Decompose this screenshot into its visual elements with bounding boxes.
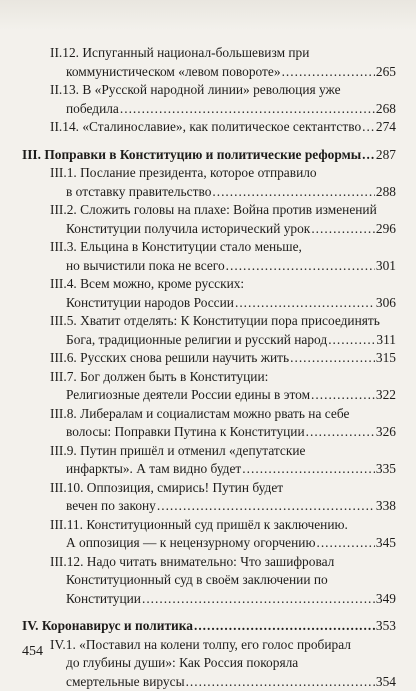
toc-entry-text: Бога, традиционные религии и русский народ — [66, 331, 327, 350]
dot-leader — [290, 349, 375, 368]
toc-entry-text: II.12. Испуганный национал-большевизм при — [50, 45, 309, 60]
toc-entry-text: III.5. Хватит отделять: К Конституции пора присоединять — [50, 313, 380, 328]
toc-page-number: 315 — [376, 349, 396, 368]
toc-entry-text: но вычистили пока не всего — [66, 257, 225, 276]
toc-page-number: 301 — [376, 257, 396, 276]
toc-page-number: 322 — [376, 386, 396, 405]
toc-entry — [22, 349, 396, 368]
toc-page-number: 354 — [376, 673, 396, 691]
toc-entry-text: А оппозиция — к нецензурному огорчению — [66, 534, 315, 553]
toc-entry — [22, 164, 396, 201]
toc-page-number: 311 — [376, 331, 396, 350]
table-of-contents — [22, 44, 396, 691]
page-number: 454 — [22, 644, 43, 660]
toc-page-number: 345 — [376, 534, 396, 553]
toc-page-number: 349 — [376, 590, 396, 609]
dot-leader — [212, 183, 375, 202]
dot-leader — [362, 146, 375, 165]
dot-leader — [328, 331, 375, 350]
toc-entry-text: Религиозные деятели России едины в этом — [66, 386, 310, 405]
show-through-text-area — [0, 0, 416, 30]
dot-leader — [311, 386, 375, 405]
toc-entry-text: в отставку правительство — [66, 183, 211, 202]
toc-entry — [22, 146, 396, 165]
toc-entry — [22, 238, 396, 275]
toc-page-number: 335 — [376, 460, 396, 479]
dot-leader — [306, 423, 375, 442]
toc-entry-text: вечен по закону — [66, 497, 156, 516]
toc-entry-text: IV.1. «Поставил на колени толпу, его голос пробирал — [50, 637, 351, 652]
toc-entry-text: III.11. Конституционный суд пришёл к заключению. — [50, 517, 348, 532]
dot-leader — [186, 673, 375, 691]
toc-entry-text: III.4. Всем можно, кроме русских: — [50, 276, 244, 291]
toc-entry — [22, 442, 396, 479]
toc-entry-text: III.2. Сложить головы на плахе: Война против изменений — [50, 202, 377, 217]
toc-entry-text: III.3. Ельцина в Конституции стало меньше, — [50, 239, 302, 254]
toc-entry-text: II.14. «Сталинославие», как политическое сектантство — [50, 118, 361, 137]
toc-entry — [22, 617, 396, 636]
toc-page-number: 296 — [376, 220, 396, 239]
toc-entry-text: II.13. В «Русской народной линии» революция уже — [50, 82, 341, 97]
dot-leader — [362, 118, 375, 137]
toc-page-number: 326 — [376, 423, 396, 442]
toc-page-number: 306 — [376, 294, 396, 313]
dot-leader — [194, 617, 375, 636]
toc-page-number: 268 — [376, 100, 396, 119]
toc-entry-text: III.1. Послание президента, которое отправило — [50, 165, 317, 180]
dot-leader — [311, 220, 375, 239]
toc-entry-text: Конституции народов России — [66, 294, 234, 313]
toc-entry-text: III.8. Либералам и социалистам можно рвать на себе — [50, 406, 349, 421]
dot-leader — [316, 534, 374, 553]
toc-page-number: 288 — [376, 183, 396, 202]
toc-entry — [22, 405, 396, 442]
dot-leader — [242, 460, 375, 479]
toc-entry — [22, 516, 396, 553]
toc-page-number: 287 — [376, 146, 396, 165]
dot-leader — [157, 497, 375, 516]
toc-entry — [22, 368, 396, 405]
dot-leader — [226, 257, 375, 276]
toc-page-number: 338 — [376, 497, 396, 516]
dot-leader — [282, 63, 375, 82]
dot-leader — [235, 294, 375, 313]
toc-page-number: 265 — [376, 63, 396, 82]
toc-entry-text: Конституции получила исторический урок — [66, 220, 310, 239]
toc-entry-text: III.12. Надо читать внимательно: Что зашифровал — [50, 554, 334, 569]
toc-page-number: 353 — [376, 617, 396, 636]
toc-entry — [22, 312, 396, 349]
toc-entry — [22, 275, 396, 312]
toc-entry-text: до глубины души»: Как Россия покоряла — [66, 655, 298, 670]
toc-entry — [22, 44, 396, 81]
toc-entry-text: IV. Коронавирус и политика — [22, 617, 193, 636]
toc-entry — [22, 201, 396, 238]
toc-entry — [22, 636, 396, 691]
toc-entry-text: III.7. Бог должен быть в Конституции: — [50, 369, 268, 384]
toc-entry-text: коммунистическом «левом повороте» — [66, 63, 281, 82]
toc-entry-text: Конституционный суд в своём заключении по — [66, 572, 328, 587]
toc-entry — [22, 81, 396, 118]
toc-entry-text: Конституции — [66, 590, 141, 609]
toc-entry-text: III. Поправки в Конституцию и политические реформы — [22, 146, 361, 165]
dot-leader — [120, 100, 375, 119]
toc-entry-text: III.6. Русских снова решили научить жить — [50, 349, 289, 368]
toc-entry-text: III.9. Путин пришёл и отменил «депутатские — [50, 443, 306, 458]
toc-entry-text: волосы: Поправки Путина к Конституции — [66, 423, 305, 442]
toc-entry — [22, 118, 396, 137]
toc-entry — [22, 479, 396, 516]
toc-entry-text: III.10. Оппозиция, смирись! Путин будет — [50, 480, 283, 495]
toc-page-number: 274 — [376, 118, 396, 137]
toc-entry-text: победила — [66, 100, 119, 119]
dot-leader — [142, 590, 375, 609]
toc-entry-text: смертельные вирусы — [66, 673, 185, 691]
toc-entry-text: инфаркты». А там видно будет — [66, 460, 241, 479]
toc-entry — [22, 553, 396, 609]
